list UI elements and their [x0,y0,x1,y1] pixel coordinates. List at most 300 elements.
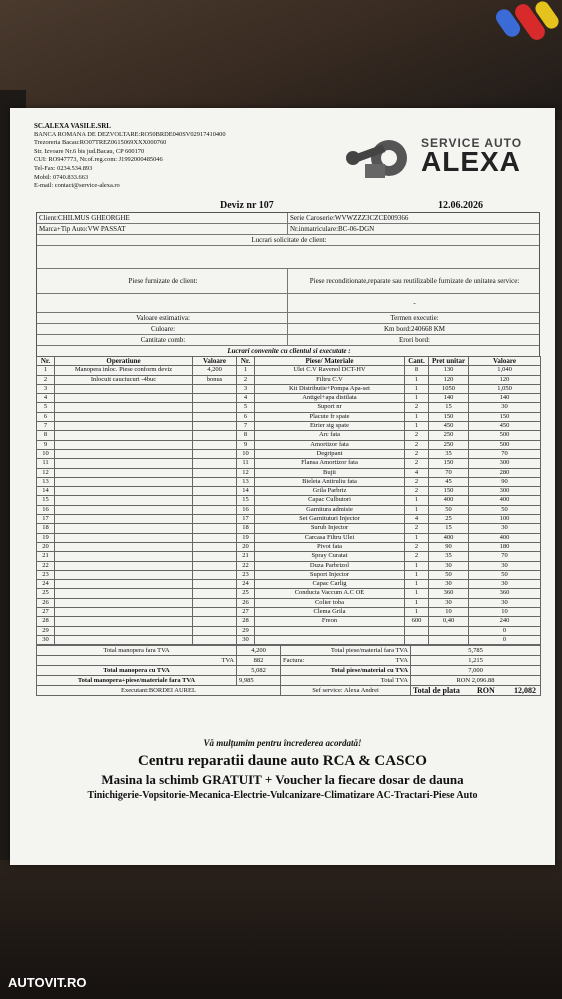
col-cant: Cant. [405,357,429,366]
row-piesa: Suport Injector [255,570,405,579]
row-cant: 1 [405,580,429,589]
table-row [37,635,541,644]
row-piesa: Clema Grila [255,608,405,617]
row-cant: 2 [405,477,429,486]
row-operatiune [55,394,193,403]
erori-bord: Erori bord: [399,336,430,344]
row-valoare: 30 [469,580,541,589]
row-pret-unitar: 120 [429,375,469,384]
row-pret-unitar: 360 [429,589,469,598]
row-valoare-manopera [193,524,237,533]
row-cant: 1 [405,422,429,431]
row-valoare-manopera [193,533,237,542]
cantitate-comb: Cantitate comb: [37,335,288,345]
row-nr: 10 [37,449,55,458]
lucrari-solicitate: Lucrari solicitate de client: [251,236,327,244]
row-valoare-manopera [193,626,237,635]
row-nr-piesa: 22 [237,561,255,570]
row-nr-piesa: 17 [237,515,255,524]
row-valoare-manopera: bonus [193,375,237,384]
row-nr: 3 [37,384,55,393]
total-plata: 12,082 [514,686,536,696]
row-cant: 2 [405,552,429,561]
row-nr-piesa: 1 [237,366,255,375]
row-nr-piesa: 20 [237,542,255,551]
logo-line-2: ALEXA [421,146,521,177]
table-row [37,515,541,524]
table-row [37,487,541,496]
company-name: SC.ALEXA VASILE.SRL [34,122,111,130]
row-nr-piesa: 2 [237,375,255,384]
row-nr-piesa: 26 [237,598,255,607]
row-piesa: Etrier stg spate [255,422,405,431]
row-nr-piesa: 9 [237,440,255,449]
row-cant: 1 [405,570,429,579]
total-tva: RON 2,096.88 [411,676,541,686]
row-operatiune: Manopera inloc. Piese conform deviz [55,366,193,375]
serie-caroserie: Serie Caroserie:WVWZZZ3CZCE009366 [290,214,409,222]
row-valoare: 150 [469,412,541,421]
row-nr: 9 [37,440,55,449]
row-piesa: Set Garnituturi Injector [255,515,405,524]
row-operatiune [55,626,193,635]
row-nr-piesa: 5 [237,403,255,412]
row-nr: 18 [37,524,55,533]
company-line: Trezoreria Bacau:RO07TREZ0615069XXX000760 [34,139,167,147]
row-pret-unitar: 35 [429,449,469,458]
row-pret-unitar: 400 [429,533,469,542]
promo-line-2: Masina la schimb GRATUIT + Voucher la fiecare dosar de dauna [101,772,464,787]
row-cant: 1 [405,394,429,403]
valoare-estimativa: Valoare estimativa: [37,313,288,323]
row-valoare: 240 [469,617,541,626]
row-valoare-manopera [193,570,237,579]
row-nr-piesa: 12 [237,468,255,477]
row-operatiune [55,608,193,617]
deviz-title: Deviz nr 107 [220,200,274,211]
row-nr: 29 [37,626,55,635]
row-cant: 1 [405,589,429,598]
row-cant: 1 [405,533,429,542]
row-pret-unitar: 30 [429,598,469,607]
row-valoare: 70 [469,449,541,458]
company-line: Tel-Fax: 0234.534.893 [34,164,93,172]
row-piesa: Ulei C.V Ravenol DCT-HV [255,366,405,375]
row-piesa: Capac Culbutori [255,496,405,505]
row-valoare-manopera [193,384,237,393]
row-cant: 2 [405,403,429,412]
col-valoare-2: Valoare [469,357,541,366]
row-nr: 14 [37,487,55,496]
row-pret-unitar: 50 [429,570,469,579]
row-nr-piesa: 19 [237,533,255,542]
row-operatiune [55,487,193,496]
row-valoare-manopera [193,505,237,514]
table-row [37,384,541,393]
row-operatiune [55,459,193,468]
col-valoare: Valoare [193,357,237,366]
table-row [37,626,541,635]
row-pret-unitar: 15 [429,403,469,412]
row-nr: 25 [37,589,55,598]
row-piesa: Surub Injector [255,524,405,533]
table-row [37,598,541,607]
row-nr-piesa: 25 [237,589,255,598]
row-operatiune [55,412,193,421]
row-operatiune [55,524,193,533]
row-cant: 2 [405,487,429,496]
row-pret-unitar [429,626,469,635]
row-piesa: Kit Distributie+Pompa Apa-set [255,384,405,393]
row-pret-unitar: 70 [429,468,469,477]
tva-piese: 1,215 [411,656,541,666]
table-row [37,468,541,477]
row-piesa: Conducta Vaccum A.C OE [255,589,405,598]
operations-table [36,356,540,696]
row-nr-piesa: 4 [237,394,255,403]
row-nr-piesa: 28 [237,617,255,626]
row-nr-piesa: 18 [237,524,255,533]
table-row [37,617,541,626]
row-nr-piesa: 21 [237,552,255,561]
table-row [37,440,541,449]
row-nr-piesa: 6 [237,412,255,421]
row-cant: 600 [405,617,429,626]
row-pret-unitar: 10 [429,608,469,617]
table-row [37,459,541,468]
table-row [37,505,541,514]
row-cant: 4 [405,515,429,524]
row-valoare: 30 [469,403,541,412]
row-operatiune [55,580,193,589]
row-nr-piesa: 29 [237,626,255,635]
row-valoare-manopera [193,431,237,440]
row-nr-piesa: 3 [237,384,255,393]
row-pret-unitar: 150 [429,459,469,468]
row-cant: 1 [405,496,429,505]
row-nr-piesa: 11 [237,459,255,468]
row-valoare-manopera [193,422,237,431]
table-surface-top [0,0,562,120]
row-cant: 2 [405,524,429,533]
row-valoare: 90 [469,477,541,486]
row-cant: 1 [405,561,429,570]
row-cant: 1 [405,384,429,393]
row-pret-unitar: 0,40 [429,617,469,626]
table-row [37,394,541,403]
row-operatiune [55,384,193,393]
row-nr: 17 [37,515,55,524]
table-row [37,449,541,458]
row-pret-unitar: 150 [429,487,469,496]
row-operatiune [55,515,193,524]
service-alexa-logo [343,128,533,188]
nr-inmatriculare: Nr.inmatriculare:BC-06-DGN [290,225,375,233]
row-pret-unitar: 130 [429,366,469,375]
row-valoare: 1,050 [469,384,541,393]
company-line: BANCA ROMANA DE DEZVOLTARE:RO50BRDE040SV02917410400 [34,130,226,138]
row-nr: 13 [37,477,55,486]
row-nr-piesa: 8 [237,431,255,440]
table-row [37,589,541,598]
services-line: Tinichigerie-Vopsitorie-Mecanica-Electrie-Vulcanizare-Climatizare AC-Tractari-Piese Auto [87,790,478,801]
row-piesa: Degripant [255,449,405,458]
row-operatiune [55,431,193,440]
row-valoare-manopera [193,449,237,458]
row-pret-unitar: 450 [429,422,469,431]
row-valoare: 50 [469,505,541,514]
row-valoare: 70 [469,552,541,561]
row-nr: 30 [37,635,55,644]
total-plata-currency: RON [477,686,495,696]
piese-recond-label: Piese reconditionate,reparate sau reutilizabile furnizate de unitatea service: [309,277,520,285]
row-pret-unitar: 250 [429,440,469,449]
row-nr: 6 [37,412,55,421]
row-pret-unitar: 400 [429,496,469,505]
table-row [37,533,541,542]
row-nr: 19 [37,533,55,542]
table-row [37,412,541,421]
total-fara-tva: 9,985 [237,676,281,686]
row-valoare: 300 [469,459,541,468]
row-cant: 2 [405,431,429,440]
row-cant: 2 [405,542,429,551]
row-cant [405,635,429,644]
row-valoare-manopera [193,552,237,561]
promo-line-1: Centru reparatii daune auto RCA & CASCO [138,753,427,769]
row-nr-piesa: 10 [237,449,255,458]
row-valoare-manopera [193,487,237,496]
row-valoare-manopera [193,561,237,570]
table-row [37,561,541,570]
row-operatiune [55,422,193,431]
row-valoare-manopera [193,477,237,486]
client-name: Client:CHILMUS GHEORGHE [37,213,288,223]
row-operatiune [55,598,193,607]
row-nr-piesa: 14 [237,487,255,496]
table-row [37,524,541,533]
total-piese-cu-tva: 7,000 [411,666,541,676]
row-cant [405,626,429,635]
row-nr: 8 [37,431,55,440]
row-valoare-manopera [193,589,237,598]
row-nr: 5 [37,403,55,412]
company-line: Str. Izvoare Nr.6 bis jud.Bacau, CP 600170 [34,147,145,155]
row-valoare-manopera [193,496,237,505]
row-piesa: Filtru C.V [255,375,405,384]
col-nr-2: Nr. [237,357,255,366]
row-valoare: 360 [469,589,541,598]
sef-service: Sef service: Alexa Andrei [281,686,411,696]
row-piesa: Capac Carlig [255,580,405,589]
factura-label: Factura: [283,657,305,665]
row-pret-unitar: 45 [429,477,469,486]
row-valoare: 500 [469,431,541,440]
row-nr: 27 [37,608,55,617]
col-nr: Nr. [37,357,55,366]
row-nr: 15 [37,496,55,505]
row-cant: 1 [405,505,429,514]
row-operatiune [55,570,193,579]
lucrari-convenite: Lucrari convenite cu clientul si executate : [227,347,351,355]
row-valoare-manopera [193,598,237,607]
row-nr: 21 [37,552,55,561]
row-valoare: 0 [469,626,541,635]
executant: Executant:BORDEI AUREL [37,686,281,696]
total-piese-fara-tva-label: Total piese/material fara TVA [281,646,411,656]
col-piese: Piese/ Materiale [255,357,405,366]
row-nr: 20 [37,542,55,551]
row-valoare: 30 [469,598,541,607]
invoice-sheet [10,108,555,865]
row-piesa: Duza Parbrizol [255,561,405,570]
row-operatiune: Inlocuit cauciucuri -4buc [55,375,193,384]
row-cant: 2 [405,440,429,449]
row-operatiune [55,449,193,458]
table-row [37,403,541,412]
row-piesa: Garnitura admisie [255,505,405,514]
row-nr-piesa: 7 [237,422,255,431]
tva-label-2: TVA [395,657,408,665]
table-row [37,366,541,375]
row-cant: 2 [405,459,429,468]
total-plata-label: Total de plata [413,686,460,696]
row-pret-unitar: 25 [429,515,469,524]
row-valoare-manopera [193,459,237,468]
row-piesa: Placute fr spate [255,412,405,421]
row-piesa: Bieleta Antiruliu fata [255,477,405,486]
row-operatiune [55,589,193,598]
row-piesa: Spray Curatat [255,552,405,561]
row-cant: 1 [405,598,429,607]
col-pret: Pret unitar [429,357,469,366]
row-piesa: Freon [255,617,405,626]
row-piesa: Antigel+apa distilata [255,394,405,403]
row-operatiune [55,477,193,486]
thanks-line: Vă mulțumim pentru încrederea acordată! [203,738,362,748]
total-manopera-fara-tva-label: Total manopera fara TVA [37,646,237,656]
row-pret-unitar: 30 [429,580,469,589]
row-valoare-manopera [193,412,237,421]
piese-client-label: Piese furnizate de client: [37,269,288,293]
wrench-piston-icon [343,128,419,188]
row-operatiune [55,552,193,561]
row-piesa: Flansa Amortizor fata [255,459,405,468]
row-piesa [255,626,405,635]
tva-manopera: 882 [237,656,281,666]
table-row [37,552,541,561]
row-nr: 2 [37,375,55,384]
row-piesa: Amortizor fata [255,440,405,449]
row-operatiune [55,542,193,551]
row-operatiune [55,505,193,514]
row-nr: 11 [37,459,55,468]
client-info-box [36,212,540,357]
col-operatiune: Operatiune [55,357,193,366]
row-nr: 28 [37,617,55,626]
row-nr-piesa: 13 [237,477,255,486]
row-nr: 26 [37,598,55,607]
row-valoare: 400 [469,533,541,542]
table-row [37,496,541,505]
row-valoare: 450 [469,422,541,431]
row-operatiune [55,635,193,644]
row-operatiune [55,468,193,477]
row-valoare-manopera [193,468,237,477]
culoare: Culoare: [37,324,288,334]
row-valoare: 10 [469,608,541,617]
table-row [37,431,541,440]
row-operatiune [55,440,193,449]
row-operatiune [55,561,193,570]
tva-label: TVA [37,656,237,666]
row-pret-unitar: 140 [429,394,469,403]
row-valoare-manopera [193,542,237,551]
row-nr: 23 [37,570,55,579]
row-pret-unitar [429,635,469,644]
row-valoare: 50 [469,570,541,579]
row-cant: 1 [405,412,429,421]
table-row [37,375,541,384]
totals-table [36,645,541,696]
table-row [37,580,541,589]
marca-tip: Marca+Tip Auto:VW PASSAT [37,224,288,234]
pens-photo [482,0,562,55]
row-valoare-manopera [193,580,237,589]
row-piesa: Arc fata [255,431,405,440]
row-valoare: 400 [469,496,541,505]
row-valoare: 180 [469,542,541,551]
row-piesa: Pivot fata [255,542,405,551]
row-valoare: 300 [469,487,541,496]
row-nr-piesa: 16 [237,505,255,514]
autovit-watermark: AUTOVIT.RO [8,975,87,990]
row-valoare: 30 [469,561,541,570]
row-nr-piesa: 27 [237,608,255,617]
row-operatiune [55,403,193,412]
piese-recond-value: - [413,299,416,307]
row-cant: 1 [405,608,429,617]
row-valoare: 500 [469,440,541,449]
row-nr: 12 [37,468,55,477]
row-valoare-manopera [193,608,237,617]
row-piesa: Carcasa Filtru Ulei [255,533,405,542]
table-row [37,477,541,486]
table-row [37,422,541,431]
row-valoare-manopera [193,635,237,644]
row-pret-unitar: 90 [429,542,469,551]
deviz-date: 12.06.2026 [438,200,483,211]
row-valoare-manopera: 4,200 [193,366,237,375]
row-piesa: Bujii [255,468,405,477]
row-valoare-manopera [193,515,237,524]
company-line: E-mail: contact@service-alexa.ro [34,182,120,190]
row-valoare-manopera [193,617,237,626]
row-nr: 1 [37,366,55,375]
company-line: Mobil: 0740.833.663 [34,173,89,181]
total-manopera-cu-tva: 5,082 [237,666,281,676]
row-pret-unitar: 50 [429,505,469,514]
row-nr: 22 [37,561,55,570]
row-cant: 4 [405,468,429,477]
total-piese-fara-tva: 5,785 [411,646,541,656]
row-nr-piesa: 24 [237,580,255,589]
row-valoare: 0 [469,635,541,644]
total-fara-tva-label: Total manopera+piese/materiale fara TVA [37,676,237,686]
row-operatiune [55,617,193,626]
row-operatiune [55,496,193,505]
row-nr-piesa: 23 [237,570,255,579]
